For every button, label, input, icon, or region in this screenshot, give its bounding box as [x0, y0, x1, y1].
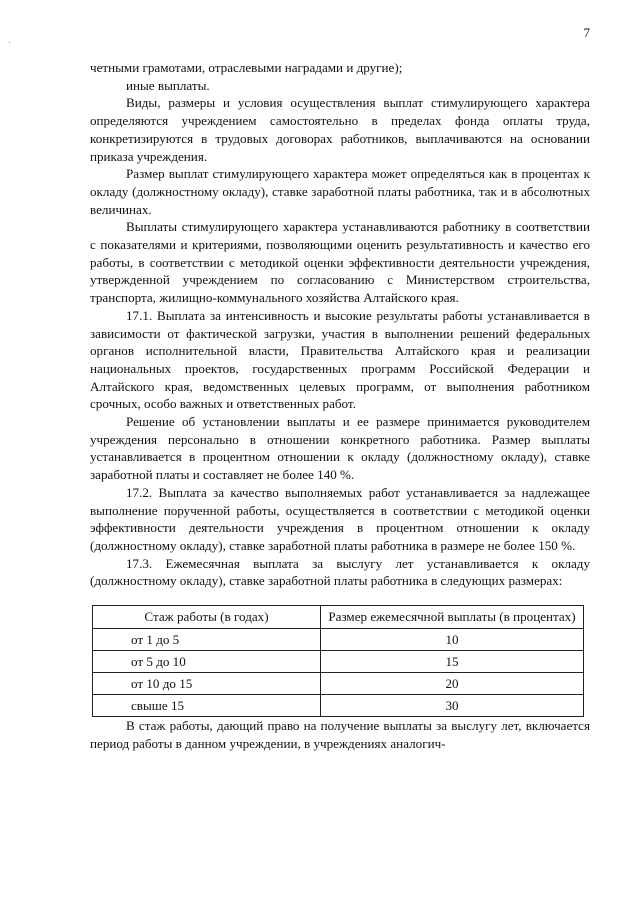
paragraph: иные выплаты. — [126, 77, 210, 93]
table-cell: свыше 15 — [93, 695, 321, 717]
table-cell: от 10 до 15 — [93, 673, 321, 695]
table-row — [93, 629, 584, 651]
table-cell: 10 — [321, 629, 584, 651]
page-number: 7 — [583, 25, 590, 40]
paragraph: 17.2. Выплата за качество выполняемых работ устанавливается за надлежащее выполнение порученной работы, осуществляется в соответствии с методикой оценки эффективности деятельности учреждения в процентном отношении к окладу (должностному окладу), ставке заработной платы работника в размере не более 150 %. — [90, 484, 590, 553]
table-header-row — [93, 606, 584, 629]
paragraph: Виды, размеры и условия осуществления выплат стимулирующего характера определяются учреждением самостоятельно в пределах фонда оплаты труда, конкретизируются в трудовых договорах работников, выплачиваются на основании приказа учреждения. — [90, 95, 590, 164]
table-cell: 15 — [321, 651, 584, 673]
table-cell: 30 — [321, 695, 584, 717]
table-cell: от 5 до 10 — [93, 651, 321, 673]
table-cell: 20 — [321, 673, 584, 695]
paragraph: 17.1. Выплата за интенсивность и высокие результаты работы устанавливается в зависимости от фактической загрузки, участия в выполнении решений федеральных органов исполнительной власти, Правительства Алтайского края и реализации национальных проектов, государственных программ Российской Федерации и Алтайского края, ведомственных целевых программ, от выполнения работником срочных, особо важных и ответственных работ. — [90, 307, 590, 412]
table-header-cell: Стаж работы (в годах) — [93, 606, 321, 629]
body-text — [90, 59, 590, 753]
seniority-table — [92, 605, 584, 717]
table-row — [93, 695, 584, 717]
paragraph: Размер выплат стимулирующего характера может определяться как в процентах к окладу (должностному окладу), ставке заработной платы работника, так и в абсолютных величинах. — [90, 166, 590, 217]
table-header-cell: Размер ежемесячной выплаты (в процентах) — [321, 606, 584, 629]
table-row — [93, 673, 584, 695]
paragraph: 17.3. Ежемесячная выплата за выслугу лет устанавливается к окладу (должностному окладу), ставке заработной платы работника в следующих размерах: — [90, 555, 590, 589]
paragraph: четными грамотами, отраслевыми наградами и другие); — [90, 60, 403, 75]
paragraph: Выплаты стимулирующего характера устанавливаются работнику в соответствии с показателями и критериями, позволяющими оценить результативность и качество его работы, в соответствии с методикой оценки эффективности деятельности учреждения, утвержденной учреждением по согласованию с Министерством строительства, транспорта, жилищно-коммунального хозяйства Алтайского края. — [90, 219, 590, 306]
spacer — [90, 590, 590, 601]
paragraph: В стаж работы, дающий право на получение выплаты за выслугу лет, включается период работы в данном учреждении, в учреждениях аналогич- — [90, 718, 590, 751]
table-row — [93, 651, 584, 673]
table-cell: от 1 до 5 — [93, 629, 321, 651]
corner-mark: · — [8, 38, 12, 49]
paragraph: Решение об установлении выплаты и ее размере принимается руководителем учреждения персонально в отношении конкретного работника. Размер выплаты устанавливается в процентном отношении к окладу (должностному окладу), ставке заработной платы и составляет не более 140 %. — [90, 414, 590, 483]
